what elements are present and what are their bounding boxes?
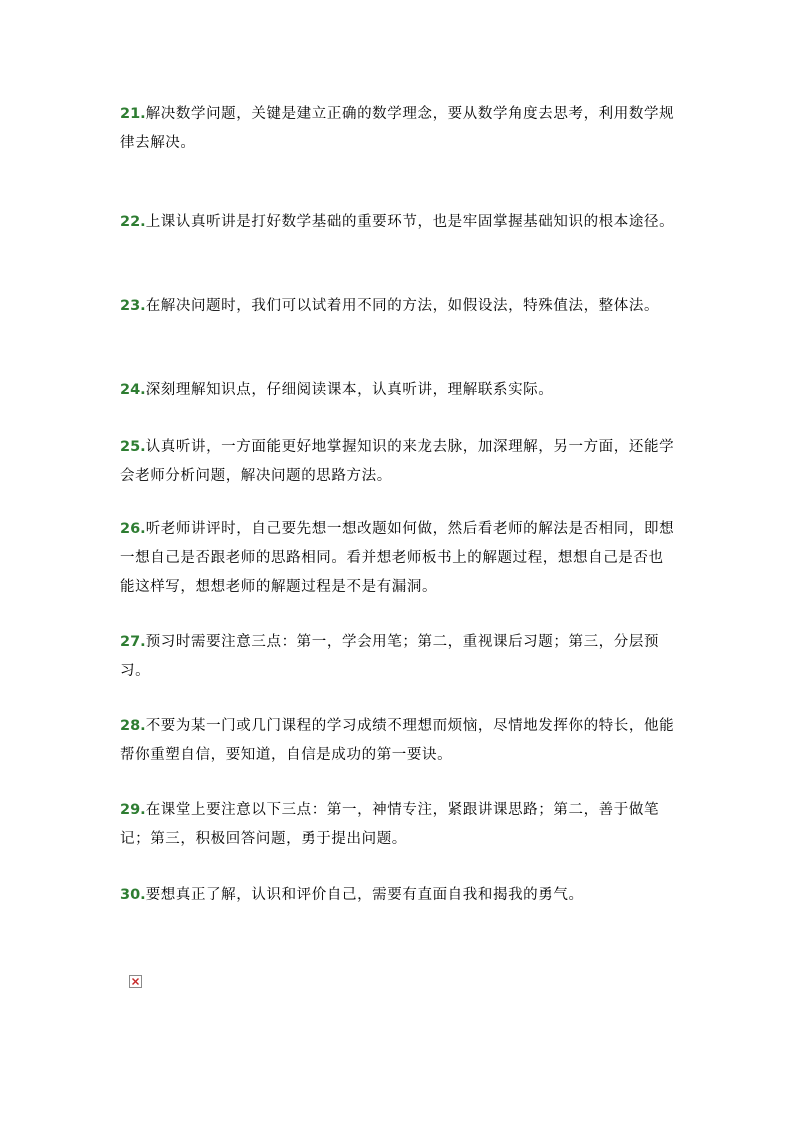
list-item (120, 292, 678, 321)
list-item (120, 881, 678, 910)
item-number: 21. (120, 106, 146, 122)
item-text: 听老师讲评时，自己要先想一想改题如何做，然后看老师的解法是否相同，即想一想自己是否跟老师的思路相同。看并想老师板书上的解题过程，想想自己是否也能这样写，想想老师的解题过程是不是有漏洞。 (120, 521, 675, 595)
item-number: 29. (120, 802, 146, 818)
item-text: 要想真正了解，认识和评价自己，需要有直面自我和揭我的勇气。 (145, 887, 584, 903)
list-item (120, 100, 678, 158)
item-number: 22. (120, 214, 146, 230)
list-item (120, 796, 678, 854)
item-number: 23. (120, 298, 146, 314)
list-item (120, 376, 678, 405)
item-text: 预习时需要注意三点：第一，学会用笔；第二，重视课后习题；第三，分层预习。 (120, 634, 660, 679)
broken-image-icon (129, 975, 142, 988)
item-text: 上课认真听讲是打好数学基础的重要环节，也是牢固掌握基础知识的根本途径。 (145, 214, 675, 230)
item-number: 28. (120, 718, 146, 734)
item-number: 25. (120, 439, 146, 455)
item-text: 解决数学问题，关键是建立正确的数学理念，要从数学角度去思考，利用数学规律去解决。 (120, 106, 675, 151)
item-text: 深刻理解知识点，仔细阅读课本，认真听讲，理解联系实际。 (145, 382, 554, 398)
item-text: 在解决问题时，我们可以试着用不同的方法，如假设法，特殊值法，整体法。 (145, 298, 660, 314)
list-item (120, 208, 678, 237)
item-text: 在课堂上要注意以下三点：第一，神情专注，紧跟讲课思路；第二，善于做笔记；第三，积极回答问题，勇于提出问题。 (120, 802, 660, 847)
list-item (120, 433, 678, 491)
item-number: 30. (120, 887, 146, 903)
item-number: 26. (120, 521, 146, 537)
item-number: 27. (120, 634, 146, 650)
item-text: 认真听讲，一方面能更好地掌握知识的来龙去脉，加深理解，另一方面，还能学会老师分析问题，解决问题的思路方法。 (120, 439, 675, 484)
item-number: 24. (120, 382, 146, 398)
list-item (120, 628, 678, 686)
list-item (120, 515, 678, 602)
item-text: 不要为某一门或几门课程的学习成绩不理想而烦恼，尽情地发挥你的特长，他能帮你重塑自信，要知道，自信是成功的第一要诀。 (120, 718, 675, 763)
list-item (120, 712, 678, 770)
broken-image-cross (131, 977, 140, 986)
